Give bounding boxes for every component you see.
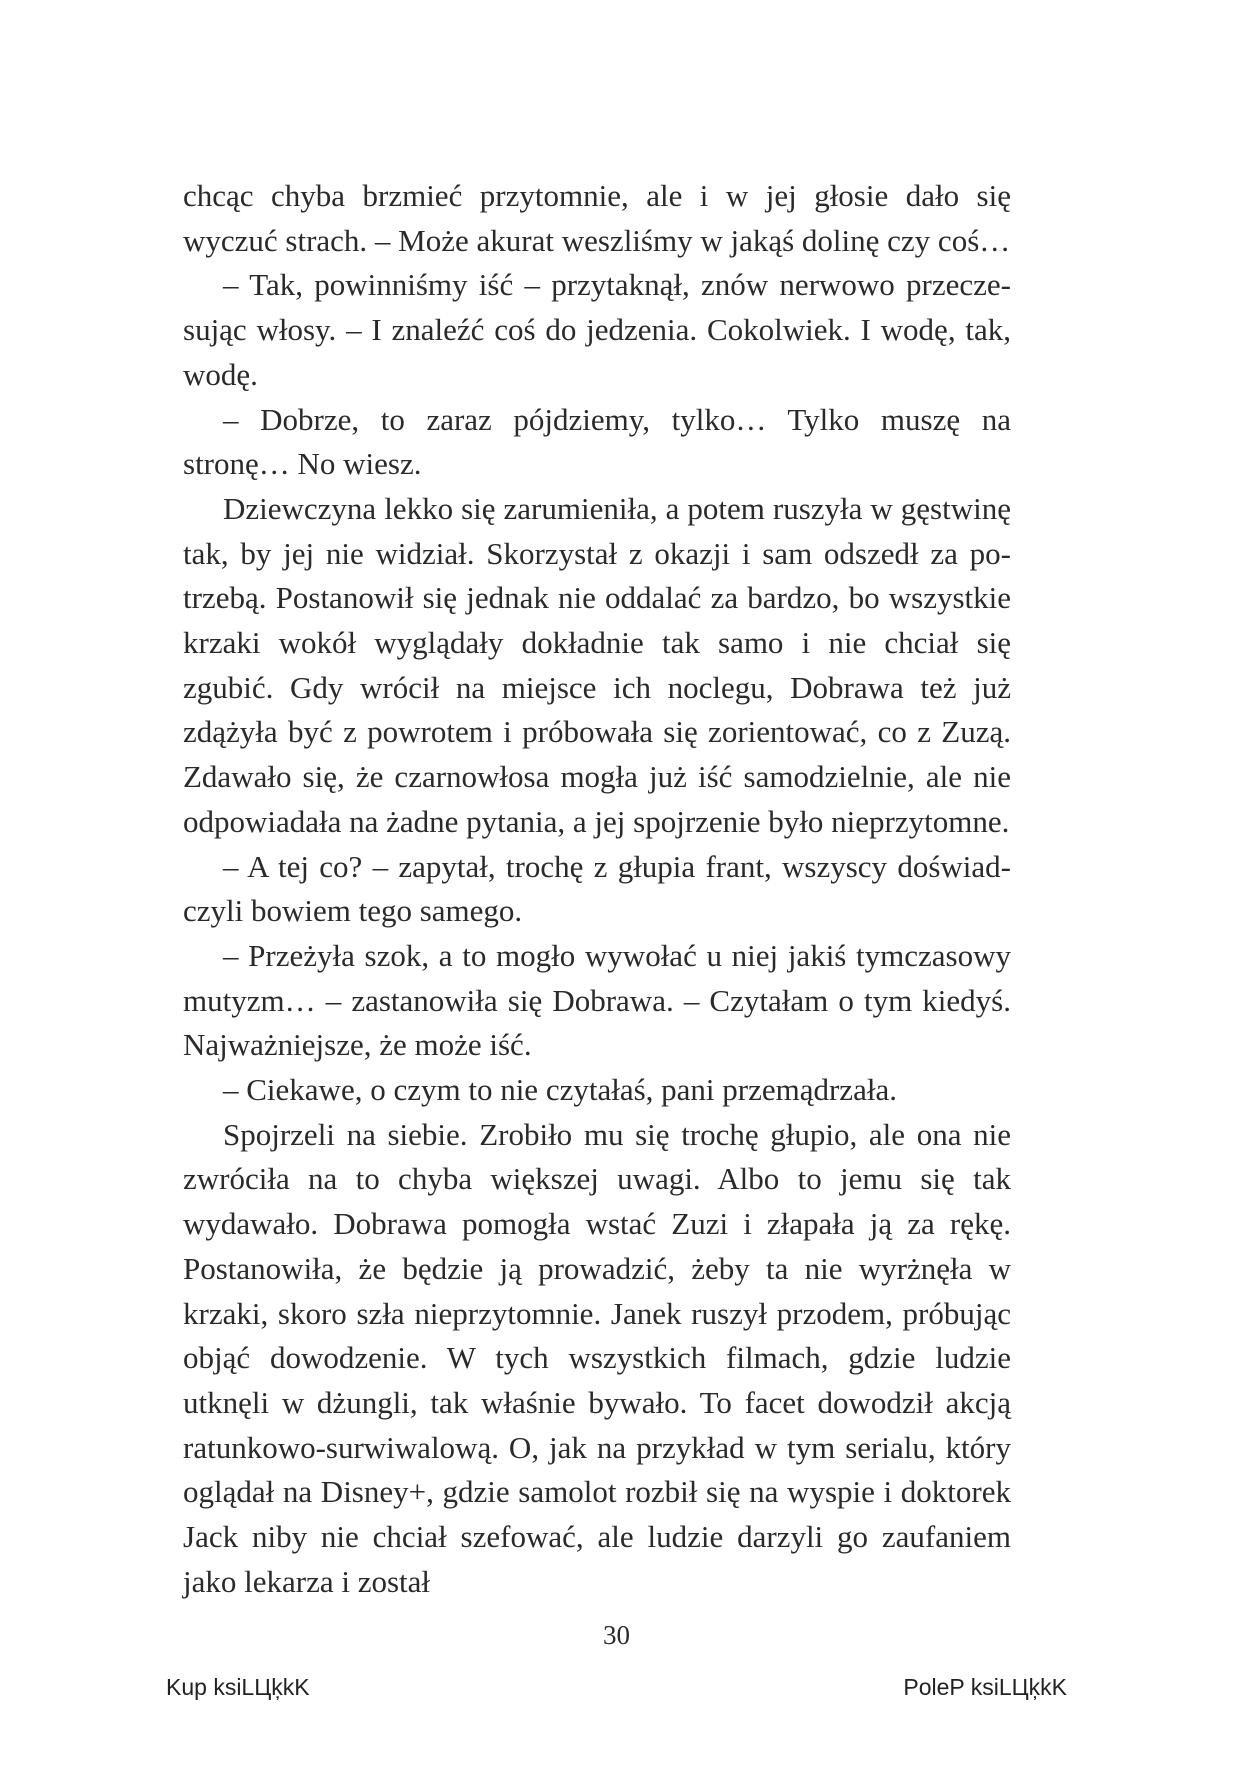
page-body [183, 174, 1011, 1605]
paragraph: – Tak, powinniśmy iść – przytaknął, znów nerwowo przeczesując włosy. – I znaleźć coś do jedzenia. Cokolwiek. I wodę, tak, wodę. [183, 267, 1011, 392]
footer-buy-book-link[interactable]: Kup ksiLЦķkK [166, 1674, 310, 1700]
paragraph: Spojrzeli na siebie. Zrobiło mu się trochę głupio, ale ona nie zwróciła na to chyba większej uwagi. Albo to jemu się tak wydawało. Dobrawa pomogła wstać Zuzi i złapała ją za rękę. Postanowiła, że będzie ją prowadzić, żeby ta nie wyrżnęła w krzaki, skoro szła nieprzytomnie. Janek ruszył przodem, próbując objąć dowodzenie. W tych wszystkich filmach, gdzie ludzie utknęli w dżungli, tak właśnie bywało. To facet dowodził akcją ratunkowo-surwiwalową. O, jak na przykład w tym serialu, który oglądał na Disney+, gdzie samolot rozbił się na wyspie i doktorek Jack niby nie chciał szefować, ale ludzie darzyli go zaufaniem jako lekarza i został [183, 1116, 1011, 1599]
paragraph: – Dobrze, to zaraz pójdziemy, tylko… Tylko muszę na stronę… No wiesz. [183, 401, 1011, 482]
page-number: 30 [603, 1620, 630, 1650]
paragraph: – Przeżyła szok, a to mogło wywołać u niej jakiś tymczasowy mutyzm… – zastanowiła się Dobrawa. – Czytałam o tym kiedyś. Najważniejsze, że może iść. [183, 937, 1011, 1063]
footer-recommend-book-link[interactable]: PoleP ksiLЦķkK [903, 1674, 1067, 1700]
paragraph: Dziewczyna lekko się zarumieniła, a potem ruszyła w gęstwinę tak, by jej nie widział. Skorzystał z okazji i sam odszedł za potrzebą. Postanowił się jednak nie oddalać za bardzo, bo wszystkie krzaki wokół wyglądały dokładnie tak samo i nie chciał się zgubić. Gdy wrócił na miejsce ich noclegu, Dobrawa też już zdążyła być z powrotem i próbowała się zorientować, co z Zuzą. Zdawało się, że czarnowłosa mogła już iść samodzielnie, ale nie odpowiadała na żadne pytania, a jej spojrzenie było nieprzytomne. [183, 490, 1011, 839]
paragraph: – A tej co? – zapytał, trochę z głupia frant, wszyscy doświadczyli bowiem tego samego. [183, 848, 1011, 929]
paragraph: – Ciekawe, o czym to nie czytałaś, pani przemądrzała. [223, 1072, 897, 1108]
paragraph: chcąc chyba brzmieć przytomnie, ale i w jej głosie dało się wyczuć strach. – Może akurat weszliśmy w jakąś dolinę czy coś… [183, 178, 1011, 258]
